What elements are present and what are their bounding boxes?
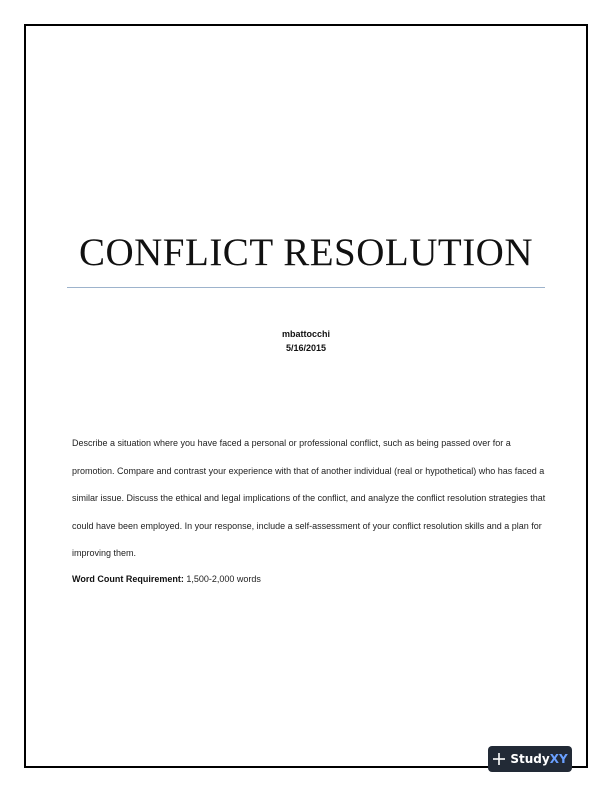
requirement-label: Word Count Requirement: — [72, 574, 184, 584]
plus-icon — [492, 752, 506, 766]
page-border — [24, 24, 588, 768]
badge-brand — [510, 752, 567, 766]
document-author: mbattocchi — [281, 329, 330, 339]
title-divider — [67, 287, 545, 288]
studyxy-badge[interactable] — [488, 746, 572, 772]
requirement-value: 1,500-2,000 words — [186, 574, 261, 584]
badge-brand-accent: XY — [549, 752, 568, 766]
document-title: CONFLICT RESOLUTION — [78, 231, 534, 274]
badge-brand-main: Study — [510, 752, 550, 766]
word-count-requirement — [72, 574, 261, 584]
document-date: 5/16/2015 — [285, 343, 327, 353]
assignment-prompt: Describe a situation where you have faced a personal or professional conflict, such as being passed over for a promotion. Compare and contrast your experience with that of another individual (real or hypothetical) who has faced a similar issue. Discuss the ethical and legal implications of the conflict, and analyze the conflict resolution strategies that could have been employed. In your response, include a self-assessment of your conflict resolution skills and a plan for improving them. — [72, 438, 546, 558]
